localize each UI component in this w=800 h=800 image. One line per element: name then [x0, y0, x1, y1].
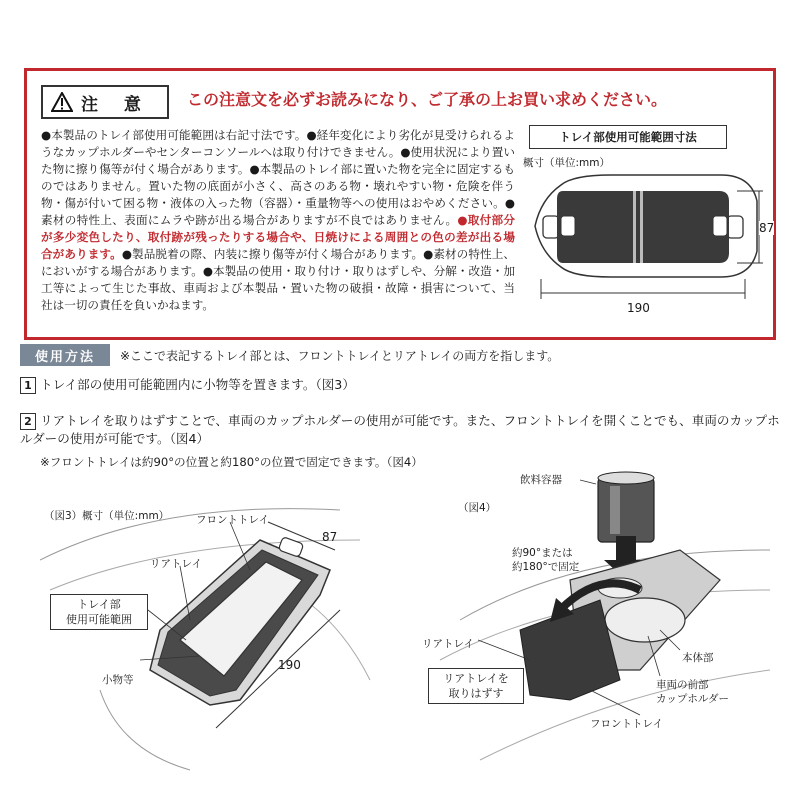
fig4-cupholder-label: 車両の前部 カップホルダー [656, 679, 729, 705]
caution-box [24, 68, 776, 340]
range-title: トレイ部使用可能範囲寸法 [529, 125, 727, 149]
caution-label [41, 85, 169, 119]
caution-text-end: ●製品脱着の際、内装に擦り傷等が付く場合があります。●素材の特性上、においがする場合があります。●本製品の使用・取り付け・取りはずしや、分解・改造・加工等によって生じた事故、車両および本製品・置いた物の破損・故障・損害について、当社は一切の責任を負いかねます。 [41, 247, 515, 312]
fig3-front-tray-label: フロントトレイ [196, 514, 269, 526]
fig3-small-items-label: 小物等 [102, 674, 134, 686]
fig4-front-tray-label: フロントトレイ [590, 718, 663, 730]
caution-text: ●本製品のトレイ部使用可能範囲は右記寸法です。●経年変化により劣化が見受けられるようなカップホルダーやセンターコンソールへは取り付けできません。●使用状況により置いた物に擦り傷等が付く場合があります。●本製品のトレイ部に置いた物を完全に固定するものではありません。置いた物の底面が小さく、高さのある物・壊れやすい物・危険を伴う物・傷が付いて困る物・液体の入った物（容器）・重量物等への使用はおやめください。●素材の特性上、表面にムラや跡が出る場合がありますが不良ではありません。 [41, 128, 515, 227]
step-2-text: リアトレイを取りはずすことで、車両のカップホルダーの使用が可能です。また、フロントトレイを開くことでも、車両のカップホルダーの使用が可能です。（図4） [20, 413, 780, 446]
step-2-note: ※フロントトレイは約90°の位置と約180°の位置で固定できます。（図4） [40, 455, 423, 469]
usage-label: 使用方法 [20, 344, 110, 366]
figure-3 [40, 500, 380, 780]
step-2 [20, 412, 780, 448]
caution-title: 注 意 [81, 94, 151, 115]
caution-body [41, 127, 515, 314]
step-1-number: 1 [20, 377, 36, 394]
range-width-label: 190 [627, 301, 650, 315]
fig3-depth-label: 87 [322, 530, 338, 544]
fig3-caption: （図3）概寸（単位:mm） [44, 510, 170, 522]
fig4-angle-label: 約90°または 約180°で固定 [512, 547, 580, 573]
range-panel [521, 125, 775, 335]
fig3-rear-tray-label: リアトレイ [150, 558, 202, 570]
tray-range-diagram [521, 171, 771, 321]
fig4-caption: （図4） [458, 502, 497, 514]
step-1 [20, 376, 780, 394]
fig4-rear-tray-label: リアトレイ [422, 638, 474, 650]
usage-note: ※ここで表記するトレイ部とは、フロントトレイとリアトレイの両方を指します。 [120, 349, 560, 363]
fig3-width-label: 190 [278, 658, 301, 672]
caution-headline: この注意文を必ずお読みになり、ご了承の上お買い求めください。 [187, 90, 668, 109]
warning-triangle-icon [51, 92, 73, 112]
fig4-drink-label: 飲料容器 [520, 474, 562, 486]
figure-4 [420, 460, 780, 790]
range-depth-label: 87 [759, 221, 775, 235]
range-unit: 概寸（単位:mm） [523, 157, 610, 169]
caution-text-red: ●取付部分が多少変色したり、取付跡が残ったりする場合や、日焼けによる周囲との色の差が出る場合があります。 [41, 213, 515, 261]
fig3-tray-area-label: トレイ部 使用可能範囲 [50, 594, 148, 630]
step-2-number: 2 [20, 413, 36, 430]
step-1-text: トレイ部の使用可能範囲内に小物等を置きます。（図3） [40, 377, 355, 392]
fig4-body-label: 本体部 [682, 652, 714, 664]
fig4-remove-rear-label: リアトレイを 取りはずす [428, 668, 524, 704]
